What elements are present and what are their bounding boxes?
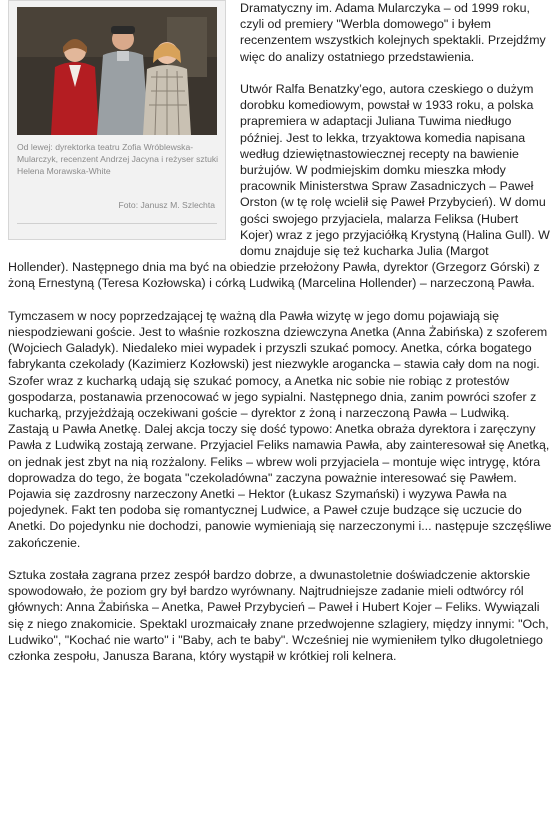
paragraph: Tymczasem w nocy poprzedzającej tę ważną dla Pawła wizytę w jego domu pojawiają się niespodziewani goście. Jest to właśnie rozkoszna dziewczyna Anetka (Anna Żabińska) z szoferem (Wojciech Galadyk). Niedaleko miei wypadek i przyszli szukać pomocy. Anetka, córka bogatego fabrykanta czekolady (Kazimierz Kozłowski) jest niezwykle arogancka – stawia cały dom na nogi. Szofer wraz z kucharką udają się szukać pomocy, a Anetka nic sobie nie robiąc z protestów gospodarza, postanawia przenocować w jego sypialni. Następnego dnia, zanim powróci szofer z kucharką, przyjeżdżają oczekiwani goście – dyrektor z żoną i narzeczoną Pawła – Ludwiką. Zastają u Pawła Anetkę. Dalej akcja toczy się dość typowo: Anetka obraża dyrektora i zaręczyny Pawła z Ludwiką zostają zerwane. Przyjaciel Feliks namawia Pawła, aby zainteresował się Anetką, on jednak jest zbyt na nią rozżalony. Feliks – wbrew woli przyjaciela – montuje więc intrygę, która doprowadza do tego, że bogata "czekoladówna" zaczyna poważnie interesować się Pawłem. Pojawia się zazdrosny narzeczony Anetki – Hektor (Łukasz Szymański) i wyzywa Pawła na pojedynek. Fakt ten podoba się romantycznej Ludwice, a Paweł czuje budzące się uczucie do Anetki. Do pojedynku nie dochodzi, panowie wymieniają się narzeczonymi i... następuje szczęśliwe zakończenie. xyxy=(8,308,552,550)
article-body xyxy=(8,0,552,680)
photo-illustration xyxy=(17,7,217,135)
paragraph: Dramatyczny im. Adama Mularczyka – od 1999 roku, czyli od premiery "Werbla domowego" i byłem recenzentem wszystkich kolejnych spektakli. Przejdźmy więc do analizy ostatniego przedstawienia. xyxy=(240,1,546,64)
photo[interactable] xyxy=(17,7,217,135)
photo-credit: Foto: Janusz M. Szlechta xyxy=(118,200,215,210)
photo-figure xyxy=(8,0,226,240)
paragraph: Sztuka została zagrana przez zespół bardzo dobrze, a dwunastoletnie doświadczenie aktorskie spowodowało, że poziom gry był bardzo wyrównany. Najtrudniejsze zadanie mieli odtwórcy ról głównych: Anna Żabińska – Anetka, Paweł Przybycień – Paweł i Hubert Kojer – Feliks. Wywiązali się z niego znakomicie. Spektakl urozmaicały znane przedwojenne szlagiery, między innymi: "Och, Ludwiko", "Kochać nie warto" i "Baby, ach te baby". Wcześniej nie wymieniłem tylko długoletniego członka zespołu, Janusza Barana, który wystąpił w krótkiej roli kelnera. xyxy=(8,568,549,664)
photo-caption: Od lewej: dyrektorka teatru Zofia Wróblewska-Mularczyk, recenzent Andrzej Jacyna i reżyser sztuki Helena Morawska-White xyxy=(17,142,219,176)
paragraph: Utwór Ralfa Benatzky’ego, autora czeskiego o dużym dorobku komediowym, powstał w 1933 roku, a polska prapremiera w adaptacji Juliana Tuwima niedługo później. Jest to lekka, trzyaktowa komedia napisana według dziewiętnastowiecznej recepty na bawienie burżujów. W podmiejskim domku mieszka młody pracownik Ministerstwa Spraw Zasadniczych – Paweł Orston (w tę rolę wcielił się Paweł Przybycień). W domu gości swojego przyjaciela, malarza Feliksa (Hubert Kojer) wraz z jego przyjaciółką Krystyną (Halina Gull). W domu znajduje się też kucharka Julia (Margot Hollender). Następnego dnia ma być na obiedzie przełożony Pawła, dyrektor (Grzegorz Górski) z żoną Ernestyną (Teresa Kozłowska) i córką Ludwiką (Marcelina Hollender) – narzeczoną Pawła. xyxy=(8,82,550,291)
caption-divider xyxy=(17,223,217,224)
